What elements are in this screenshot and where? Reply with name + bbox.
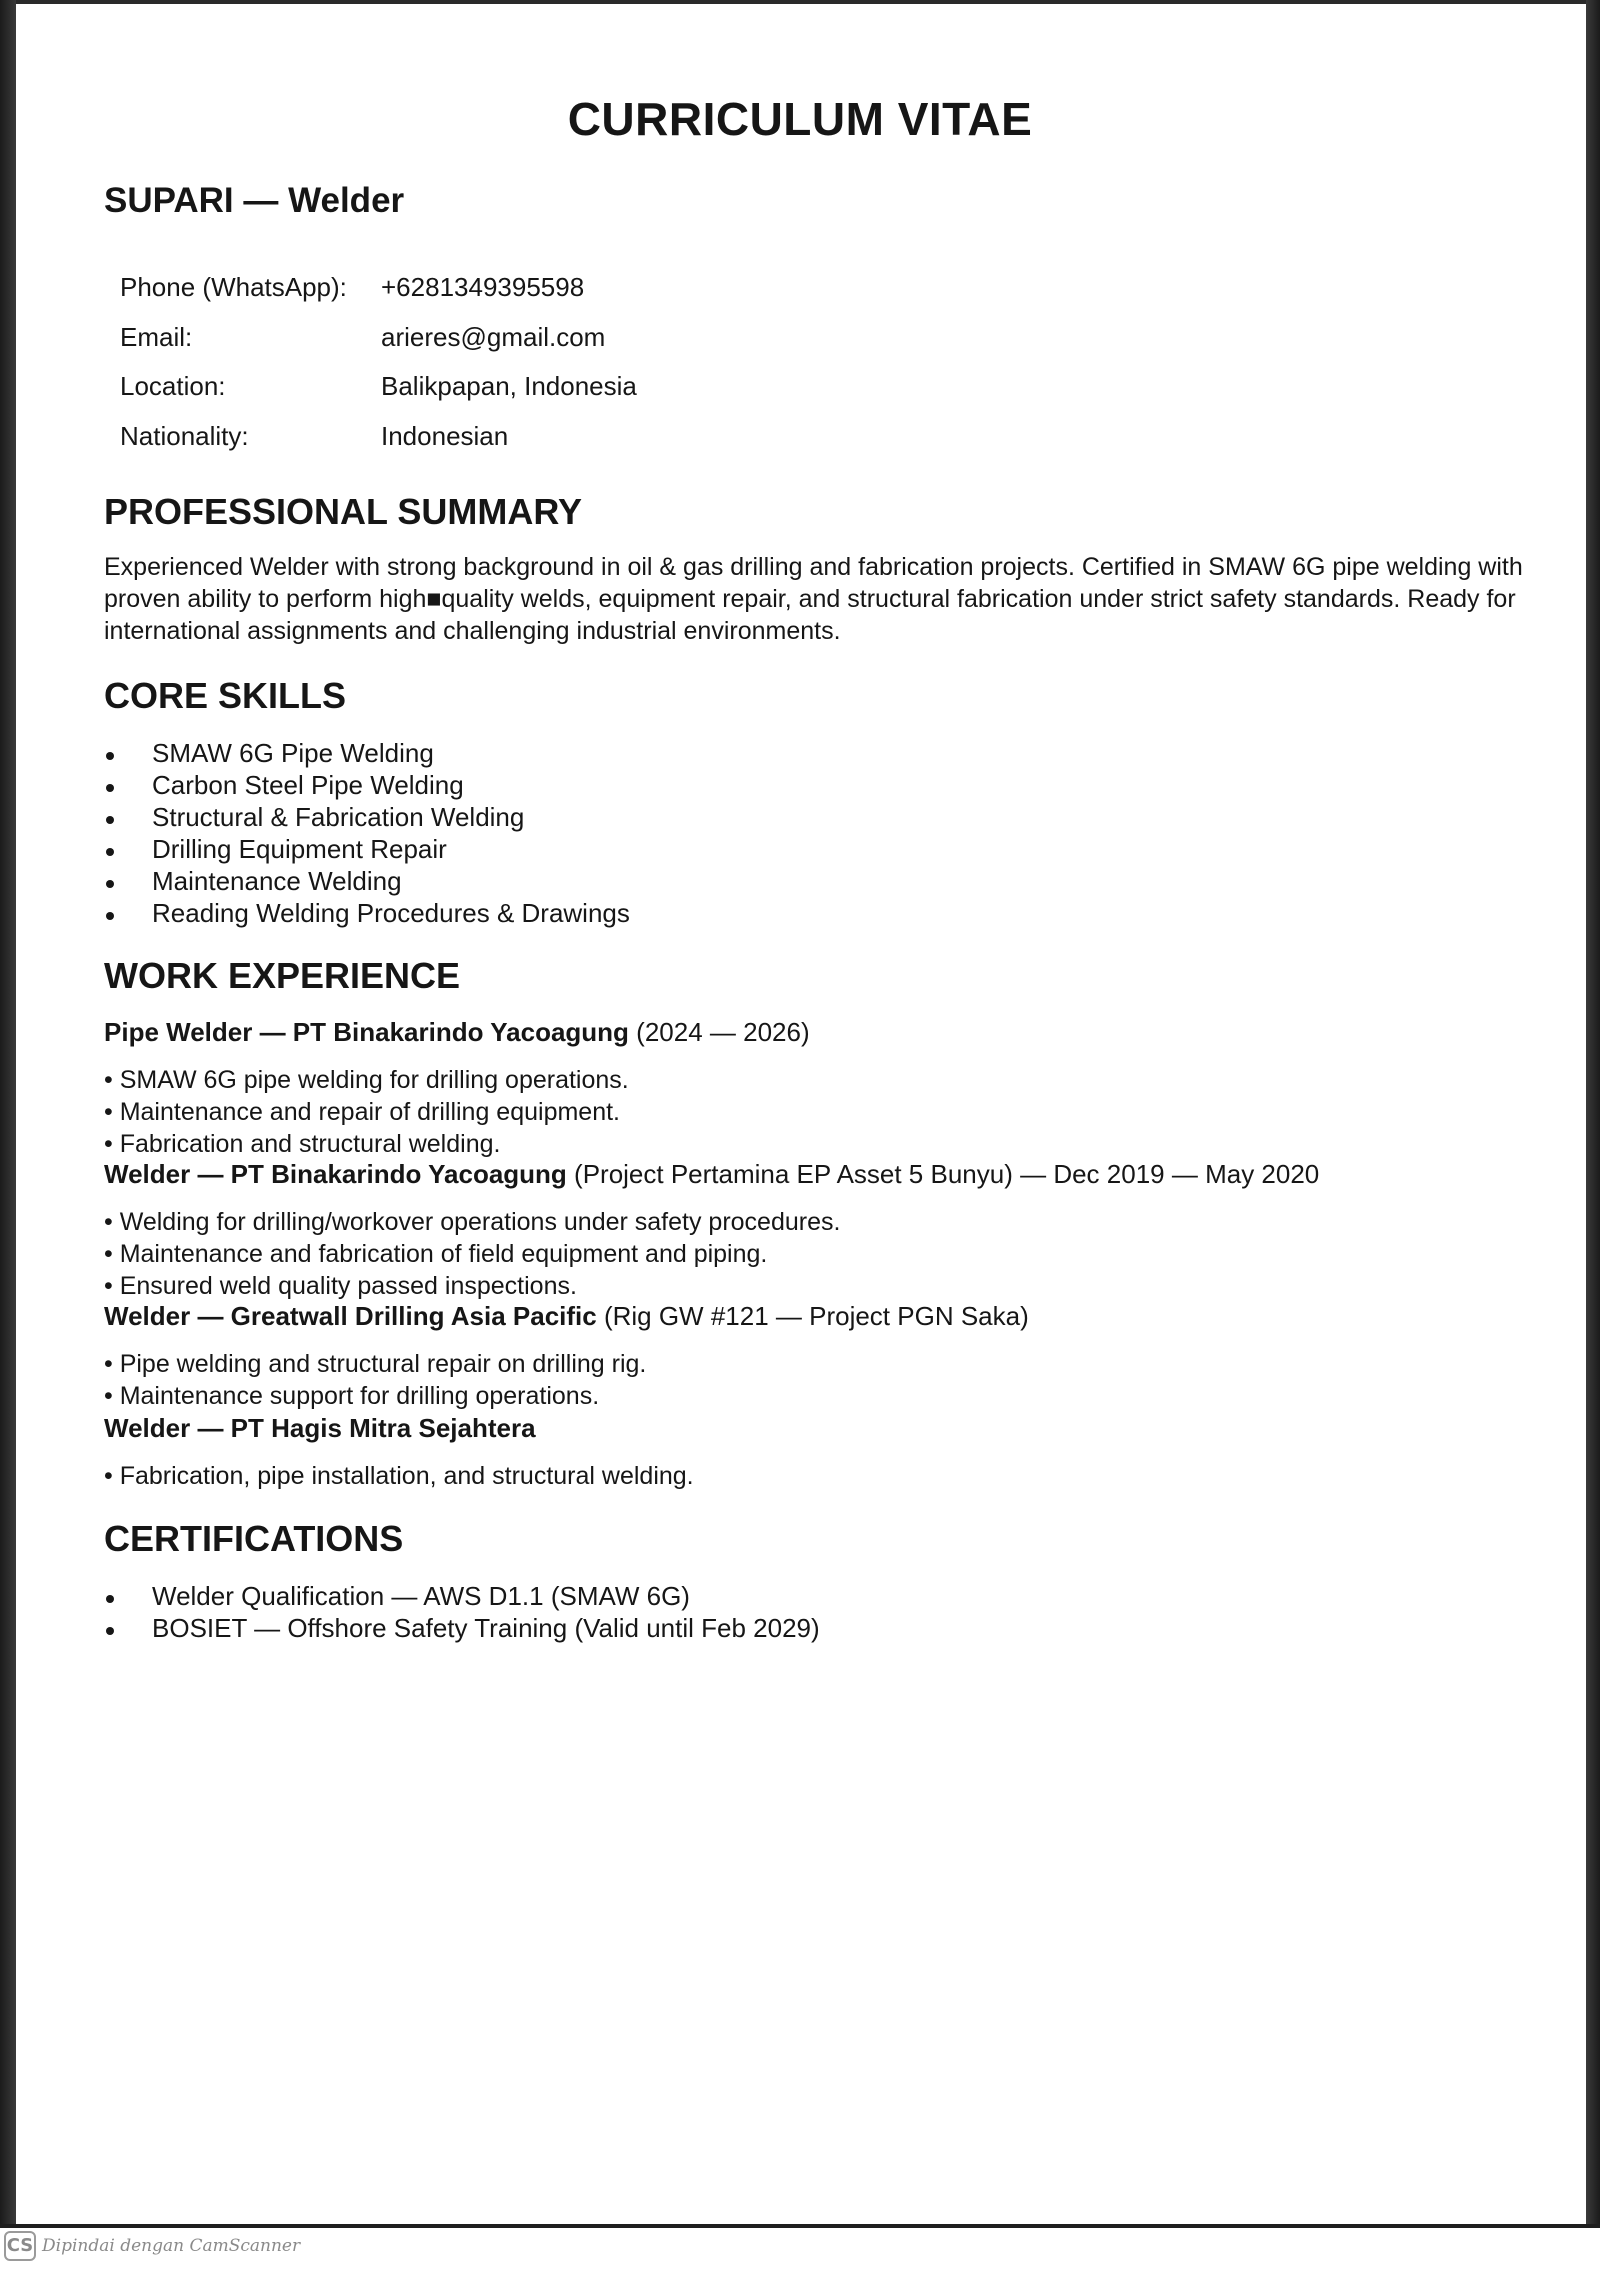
list-item: Carbon Steel Pipe Welding xyxy=(104,769,630,801)
contact-label-location: Location: xyxy=(120,371,226,401)
list-item: Structural & Fabrication Welding xyxy=(104,801,630,833)
list-item: Drilling Equipment Repair xyxy=(104,833,630,865)
skills-heading: CORE SKILLS xyxy=(104,675,347,716)
list-item: BOSIET — Offshore Safety Training (Valid until Feb 2029) xyxy=(104,1612,820,1644)
job-title-3: Welder — Greatwall Drilling Asia Pacific (Rig GW #121 — Project PGN Saka) xyxy=(104,1301,1029,1331)
certifications-heading: CERTIFICATIONS xyxy=(104,1518,404,1559)
contact-label-phone: Phone (WhatsApp): xyxy=(120,272,347,302)
bullet-icon xyxy=(106,1595,114,1603)
scan-border-right xyxy=(1586,0,1600,2228)
bullet-icon xyxy=(106,816,114,824)
list-item: • Pipe welding and structural repair on drilling rig. xyxy=(104,1350,647,1378)
scan-border-left xyxy=(0,0,16,2228)
bullet-icon xyxy=(106,1627,114,1635)
camscanner-logo-icon: CS xyxy=(4,2231,36,2261)
certifications-list xyxy=(104,1580,820,1644)
job-duties-1 xyxy=(104,1064,629,1160)
contact-value-phone: +6281349395598 xyxy=(381,272,585,302)
list-item: SMAW 6G Pipe Welding xyxy=(104,737,630,769)
list-item: • Maintenance support for drilling operations. xyxy=(104,1382,600,1410)
list-item: Welder Qualification — AWS D1.1 (SMAW 6G) xyxy=(104,1580,820,1612)
list-item: • Maintenance and repair of drilling equipment. xyxy=(104,1098,621,1126)
candidate-name: SUPARI — Welder xyxy=(104,181,405,220)
contact-value-nationality: Indonesian xyxy=(381,421,509,451)
list-item: • Ensured weld quality passed inspections. xyxy=(104,1272,577,1300)
bullet-icon xyxy=(106,848,114,856)
scan-border-top xyxy=(0,0,1600,4)
list-item: • Fabrication and structural welding. xyxy=(104,1130,501,1158)
job-title-2: Welder — PT Binakarindo Yacoagung (Project Pertamina EP Asset 5 Bunyu) — Dec 2019 — May 2020 xyxy=(104,1159,1320,1189)
summary-heading: PROFESSIONAL SUMMARY xyxy=(104,491,583,532)
list-item: Maintenance Welding xyxy=(104,865,630,897)
list-item: • Maintenance and fabrication of field equipment and piping. xyxy=(104,1240,768,1268)
scanner-watermark-text: Dipindai dengan CamScanner xyxy=(42,2236,301,2256)
skills-list xyxy=(104,737,630,929)
bullet-icon xyxy=(106,784,114,792)
contact-value-email: arieres@gmail.com xyxy=(381,322,606,352)
contact-value-location: Balikpapan, Indonesia xyxy=(381,371,637,401)
job-duties-2 xyxy=(104,1206,840,1302)
contact-label-email: Email: xyxy=(120,322,193,352)
job-title-1: Pipe Welder — PT Binakarindo Yacoagung (2024 — 2026) xyxy=(104,1017,810,1047)
job-title-4: Welder — PT Hagis Mitra Sejahtera xyxy=(104,1413,536,1443)
bullet-icon xyxy=(106,880,114,888)
list-item: • Fabrication, pipe installation, and structural welding. xyxy=(104,1462,694,1490)
job-duties-3 xyxy=(104,1348,646,1412)
experience-heading: WORK EXPERIENCE xyxy=(104,955,461,996)
list-item: • Welding for drilling/workover operations under safety procedures. xyxy=(104,1208,841,1236)
list-item: Reading Welding Procedures & Drawings xyxy=(104,897,630,929)
list-item: • SMAW 6G pipe welding for drilling operations. xyxy=(104,1066,629,1094)
bullet-icon xyxy=(106,752,114,760)
summary-text: Experienced Welder with strong background in oil & gas drilling and fabrication projects. Certified in SMAW 6G pipe welding with proven ability to perform high■quality welds, equipment repair, and structural fabrication under strict safety standards. Ready for international assignments and challenging industrial environments. xyxy=(104,553,1523,645)
document-title: CURRICULUM VITAE xyxy=(567,93,1033,145)
job-duties-4 xyxy=(104,1460,694,1492)
contact-label-nationality: Nationality: xyxy=(120,421,249,451)
bullet-icon xyxy=(106,912,114,920)
